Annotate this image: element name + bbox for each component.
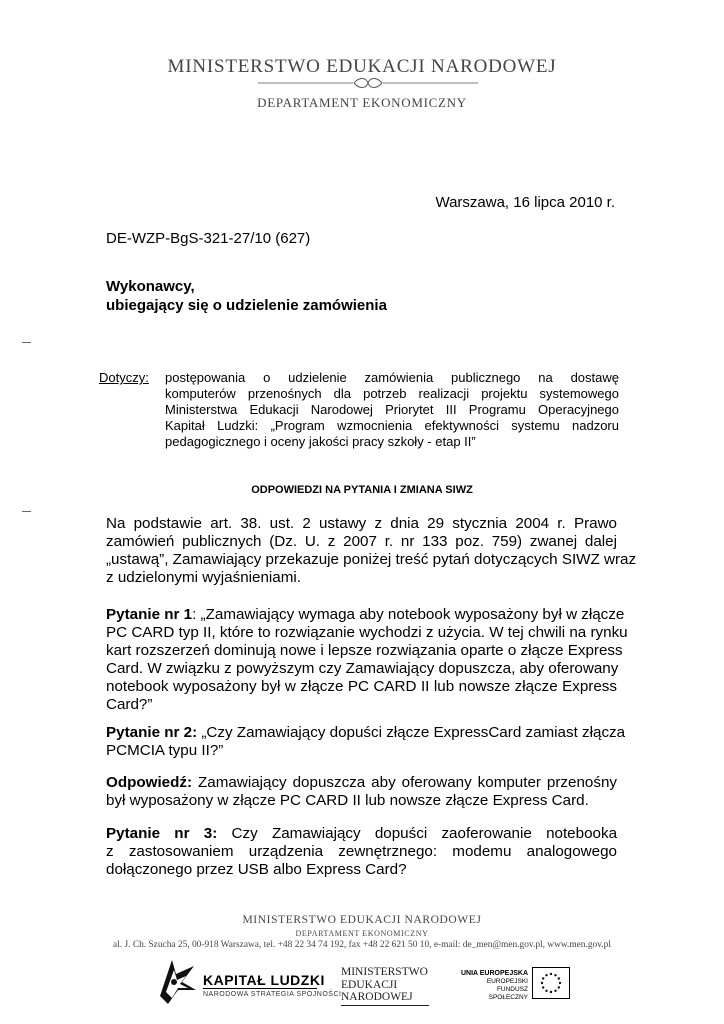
kapital-ludzki-logo-icon bbox=[152, 956, 202, 1006]
addressee-line: Wykonawcy, bbox=[106, 278, 195, 295]
question-label: Pytanie nr 1 bbox=[106, 606, 193, 623]
footer-title: MINISTERSTWO EDUKACJI NARODOWEJ bbox=[242, 914, 482, 926]
addressee bbox=[106, 277, 387, 315]
footer-department: DEPARTAMENT EKONOMICZNY bbox=[295, 929, 429, 938]
paragraph-line: był wyposażony w złącze PC CARD II lub nowsze złącze Express Card. bbox=[106, 792, 589, 809]
question-text: : „Zamawiający wymaga aby notebook wyposażony był w złącze bbox=[192, 606, 625, 623]
men-logo-line: NARODOWEJ bbox=[341, 991, 413, 1003]
question-text: „Czy Zamawiający dopuści złącze ExpressCard zamiast złącza bbox=[197, 724, 626, 741]
letterhead-title: MINISTERSTWO EDUKACJI NARODOWEJ bbox=[167, 56, 557, 77]
paragraph-line: PC CARD typ II, które to rozwiązanie wychodzi z użycia. W tej chwili na rynku bbox=[106, 624, 628, 641]
eu-line: EUROPEJSKI bbox=[486, 978, 528, 985]
eu-text bbox=[458, 970, 528, 1002]
concerns-line: pedagogicznego i oceny jakości pracy szkoły - etap II” bbox=[165, 434, 476, 449]
paragraph-line: Card. W związku z powyższym czy Zamawiający dopuszcza, aby oferowany bbox=[106, 660, 619, 677]
eu-line: UNIA EUROPEJSKA bbox=[460, 970, 528, 977]
concerns-line: Kapitał Ludzki: „Program wzmocnienia efektywności systemu nadzoru bbox=[165, 418, 619, 433]
question-text: Czy Zamawiający dopuści zaoferowanie notebooka bbox=[217, 825, 618, 842]
paragraph-line bbox=[106, 774, 617, 792]
kapital-ludzki-subtitle: NARODOWA STRATEGIA SPÓJNOŚCI bbox=[203, 991, 342, 998]
divider bbox=[341, 1005, 429, 1006]
question-2 bbox=[106, 724, 626, 760]
eu-line: FUNDUSZ SPOŁECZNY bbox=[488, 986, 528, 1001]
eu-flag-icon bbox=[532, 967, 570, 999]
question-3 bbox=[106, 825, 617, 879]
footer-address: al. J. Ch. Szucha 25, 00-918 Warszawa, tel. +48 22 34 74 192, fax +48 22 621 50 10, e-mail: de_men@men.gov.pl, www.men.gov.pl bbox=[113, 940, 611, 950]
kapital-ludzki-name: KAPITAŁ LUDZKI bbox=[203, 972, 325, 988]
letterhead-department: DEPARTAMENT EKONOMICZNY bbox=[257, 95, 467, 110]
paragraph-line: zamówień publicznych (Dz. U. z 2007 r. nr 133 poz. 759) zwanej dalej bbox=[106, 533, 617, 550]
paragraph-line: PCMCIA typu II?” bbox=[106, 742, 224, 759]
addressee-line: ubiegający się o udzielenie zamówienia bbox=[106, 297, 387, 314]
question-label: Pytanie nr 2: bbox=[106, 724, 198, 741]
margin-mark bbox=[22, 342, 31, 343]
paragraph-line: notebook wyposażony był w złącze PC CARD II lub nowsze złącze Express bbox=[106, 678, 617, 695]
paragraph-line bbox=[106, 724, 626, 742]
paragraph-line: Na podstawie art. 38. ust. 2 ustawy z dnia 29 stycznia 2004 r. Prawo bbox=[106, 515, 617, 532]
answer-label: Odpowiedź: bbox=[106, 774, 193, 791]
document-date: Warszawa, 16 lipca 2010 r. bbox=[435, 194, 615, 211]
concerns-text bbox=[165, 370, 619, 450]
men-logo-text bbox=[341, 966, 428, 1004]
answer bbox=[106, 774, 617, 810]
concerns-line: postępowania o udzielenie zamówienia publicznego na dostawę bbox=[165, 370, 619, 385]
question-label: Pytanie nr 3: bbox=[106, 825, 218, 842]
ornament-icon bbox=[258, 76, 478, 90]
concerns-label: Dotyczy: bbox=[99, 370, 149, 385]
divider bbox=[203, 988, 317, 989]
answer-text: Zamawiający dopuszcza aby oferowany komputer przenośny bbox=[192, 774, 617, 791]
paragraph-line: kart rozszerzeń dominują nowe i lepsze rozwiązania oparte o złącze Express bbox=[106, 642, 623, 659]
paragraph-line bbox=[106, 825, 617, 843]
question-1 bbox=[106, 606, 628, 714]
paragraph-line: Card?” bbox=[106, 696, 153, 713]
paragraph-line: z udzielonymi wyjaśnieniami. bbox=[106, 569, 301, 586]
paragraph-line: „ustawą”, Zamawiający przekazuje poniżej treść pytań dotyczących SIWZ wraz bbox=[106, 551, 637, 568]
paragraph-line: z zastosowaniem urządzenia zewnętrznego: modemu analogowego bbox=[106, 843, 617, 860]
concerns-line: Ministerstwa Edukacji Narodowej Priorytet III Programu Operacyjnego bbox=[165, 402, 619, 417]
intro-paragraph bbox=[106, 515, 637, 587]
section-heading: ODPOWIEDZI NA PYTANIA I ZMIANA SIWZ bbox=[251, 484, 473, 496]
men-logo-line: EDUKACJI bbox=[341, 978, 398, 991]
reference-number: DE-WZP-BgS-321-27/10 (627) bbox=[106, 230, 311, 247]
men-logo-line: MINISTERSTWO bbox=[341, 966, 428, 978]
paragraph-line bbox=[106, 606, 625, 624]
concerns-line: komputerów przenośnych dla potrzeb realizacji projektu systemowego bbox=[165, 386, 619, 401]
paragraph-line: dołączonego przez USB albo Express Card? bbox=[106, 861, 407, 878]
margin-mark bbox=[22, 511, 31, 512]
